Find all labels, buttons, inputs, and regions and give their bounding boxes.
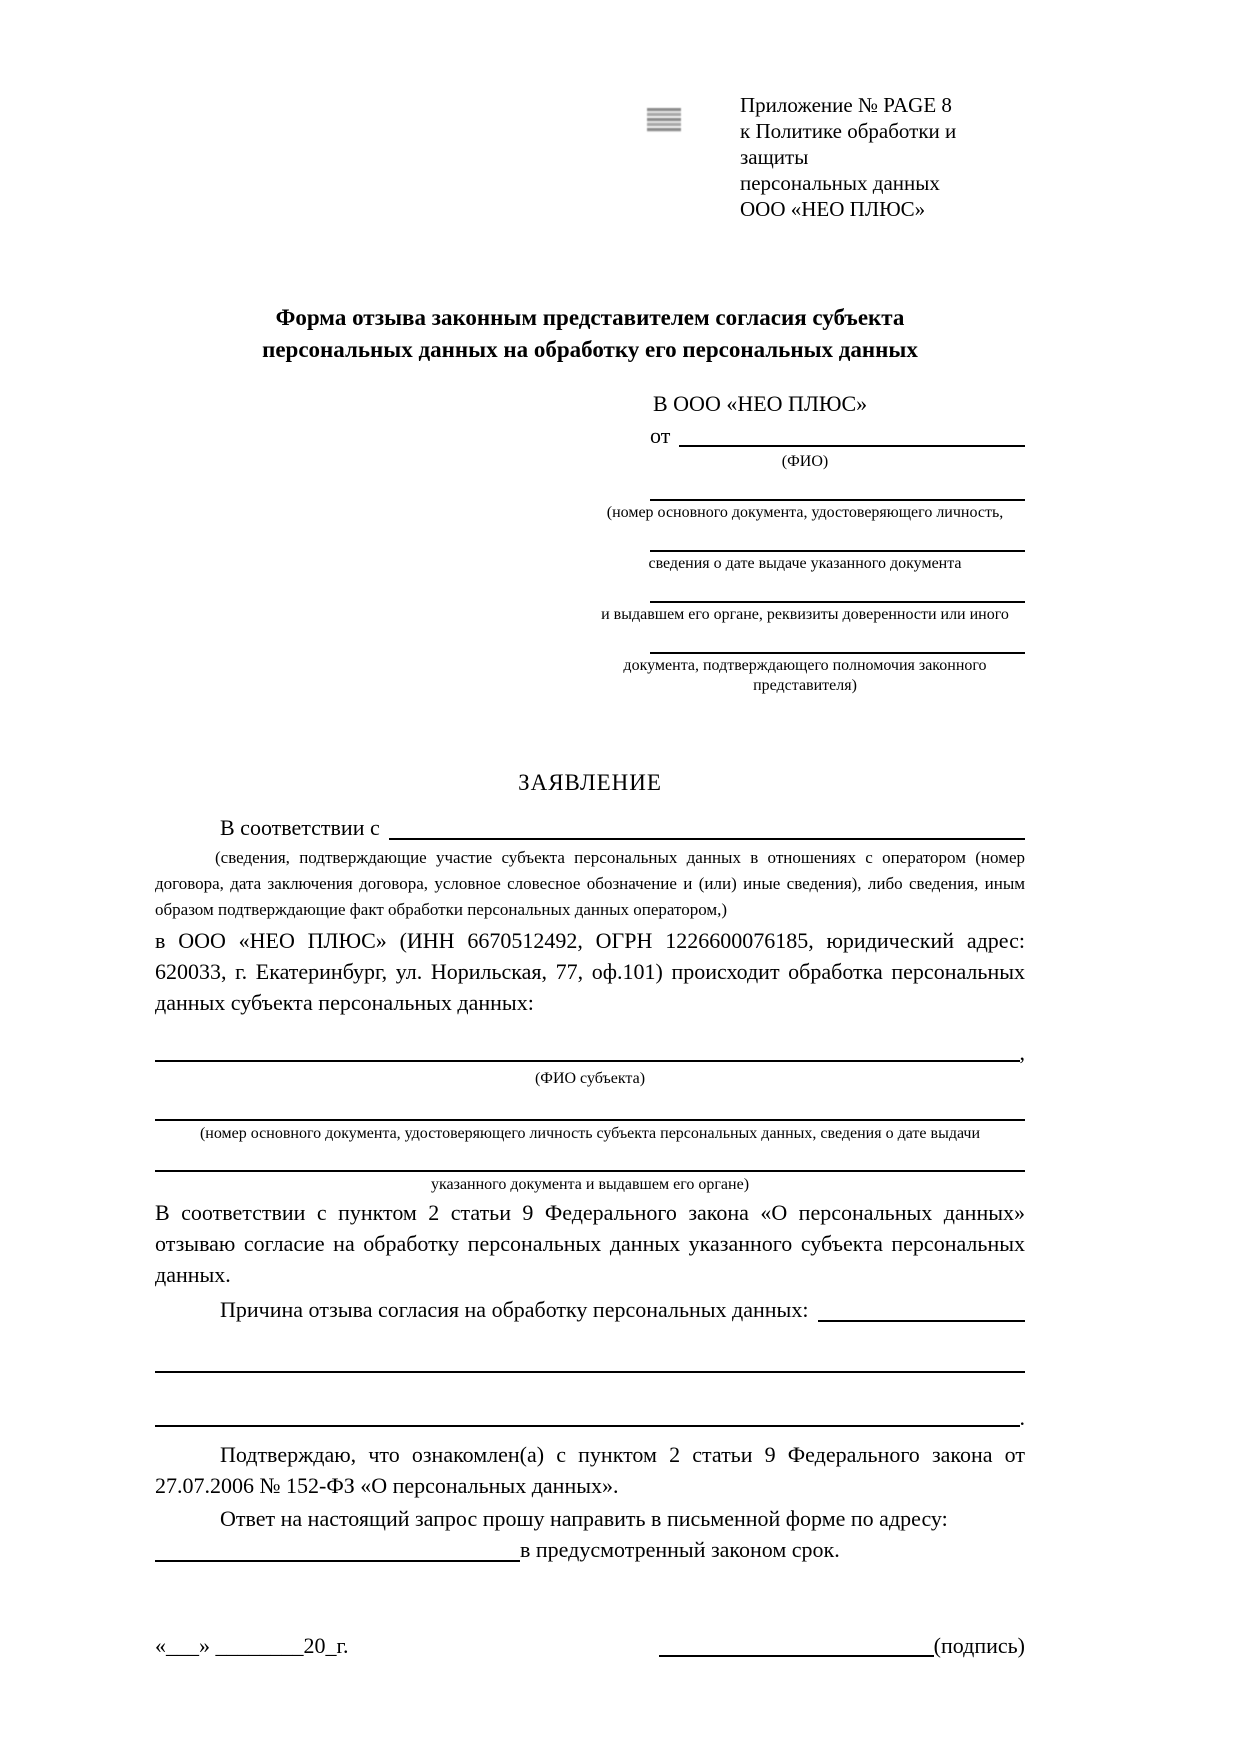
date-blank-text: «___» ________20_г. xyxy=(155,1633,349,1658)
trailing-comma: , xyxy=(1019,1040,1025,1065)
reply-tail-text: в предусмотренный законом срок. xyxy=(520,1537,840,1562)
in-accordance-blank-line xyxy=(389,834,1025,840)
policy-reference-line2: персональных данных xyxy=(740,171,940,195)
reply-address-row xyxy=(155,1534,1025,1565)
in-accordance-row xyxy=(155,812,1025,843)
document-number-blank-line xyxy=(650,499,1025,501)
reason-row xyxy=(155,1294,1025,1325)
signature-blank-line xyxy=(659,1651,934,1657)
document-title-line1: Форма отзыва законным представителем согласия субъекта xyxy=(275,305,905,330)
appendix-header xyxy=(740,92,1025,222)
subject-fio-blank-line xyxy=(155,1056,1020,1062)
document-title-line2: персональных данных на обработку его персональных данных xyxy=(262,337,918,362)
fio-blank-line xyxy=(679,441,1025,447)
reply-address-blank-line xyxy=(155,1556,520,1562)
subject-fio-blank-row xyxy=(155,1040,1025,1066)
reason-blank-row3 xyxy=(155,1405,1025,1431)
issue-date-caption: сведения о дате выдаче указанного документа xyxy=(648,555,962,572)
addressee-block xyxy=(585,390,1025,696)
confirmation-paragraph: Подтверждаю, что ознакомлен(а) с пунктом 2 статьи 9 Федерального закона от 27.07.2006 № 152-ФЗ «О персональных данных». xyxy=(155,1442,1025,1498)
subject-document-caption1: (номер основного документа, удостоверяющего личность субъекта персональных данных, сведения о дате выдачи xyxy=(199,1125,981,1142)
document-title xyxy=(155,302,1025,366)
subject-document-blank-line xyxy=(155,1119,1025,1121)
company-name-line: ООО «НЕО ПЛЮС» xyxy=(740,197,926,221)
reason-label: Причина отзыва согласия на обработку персональных данных: xyxy=(220,1297,809,1322)
from-label: от xyxy=(650,423,671,448)
representative-authority-blank-line xyxy=(650,652,1025,654)
signature-block xyxy=(659,1631,1025,1661)
reason-blank-line3 xyxy=(155,1421,1020,1427)
addressee-from-row xyxy=(585,422,1025,450)
signature-caption: (подпись) xyxy=(933,1633,1025,1658)
fine-print-note: (сведения, подтверждающие участие субъекта персональных данных в отношениях с оператором (номер договора, дата заключения договора, условное словесное обозначение и (или) иные сведения), либо сведения, иным образом подтверждающие факт обработки персональных данных оператором,) xyxy=(155,848,1025,919)
issuing-authority-blank-line xyxy=(650,601,1025,603)
subject-document-blank-line2 xyxy=(155,1170,1025,1172)
footer-row xyxy=(155,1631,1025,1661)
issuing-authority-caption: и выдавшем его органе, реквизиты доверенности или иного xyxy=(601,606,1009,623)
issue-date-blank-line xyxy=(650,550,1025,552)
subject-document-caption2: указанного документа и выдавшем его органе) xyxy=(430,1176,750,1193)
policy-reference-line: к Политике обработки и защиты xyxy=(740,119,957,169)
reason-blank-line2 xyxy=(155,1371,1025,1373)
operator-paragraph: в ООО «НЕО ПЛЮС» (ИНН 6670512492, ОГРН 1226600076185, юридический адрес: 620033, г. Екатеринбург, ул. Норильская, 77, оф.101) происходит обработка персональных данных субъекта персональных данных: xyxy=(155,928,1025,1015)
withdrawal-paragraph: В соответствии с пунктом 2 статьи 9 Федерального закона «О персональных данных» отзываю согласие на обработку персональных данных указанного субъекта персональных данных. xyxy=(155,1200,1025,1287)
subject-fio-caption: (ФИО субъекта) xyxy=(534,1070,646,1087)
fio-caption: (ФИО) xyxy=(781,453,829,470)
reply-request-paragraph: Ответ на настоящий запрос прошу направить в письменной форме по адресу: xyxy=(220,1506,948,1531)
in-accordance-label: В соответствии с xyxy=(220,815,380,840)
reason-blank-line xyxy=(818,1316,1025,1322)
trailing-period: . xyxy=(1019,1405,1025,1430)
header-section xyxy=(155,92,1025,222)
representative-authority-caption: документа, подтверждающего полномочия законного представителя) xyxy=(623,657,987,694)
document-number-caption: (номер основного документа, удостоверяющего личность, xyxy=(606,504,1004,521)
statement-heading: ЗАЯВЛЕНИЕ xyxy=(518,770,662,795)
blurred-field-code-icon xyxy=(647,108,681,132)
addressee-to: В ООО «НЕО ПЛЮС» xyxy=(653,391,868,416)
appendix-number-line: Приложение № PAGE 8 xyxy=(740,93,952,117)
